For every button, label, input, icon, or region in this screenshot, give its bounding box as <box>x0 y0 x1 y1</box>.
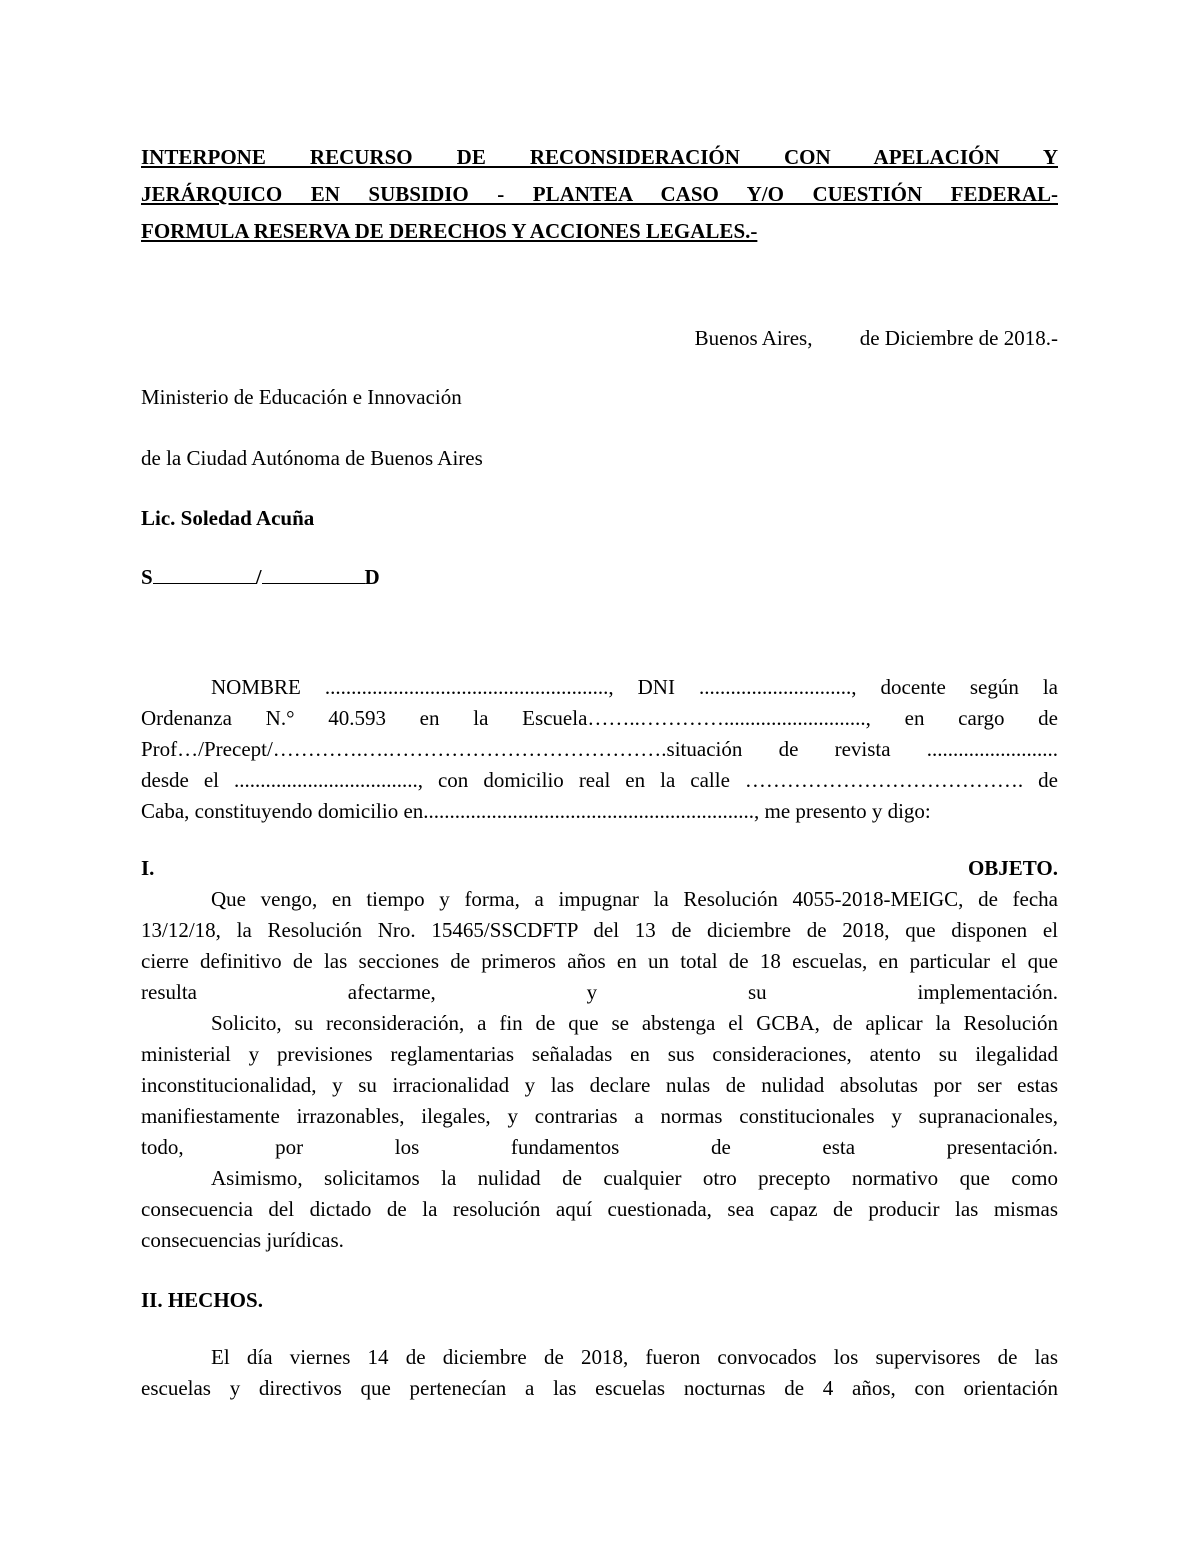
title-line-1: INTERPONE RECURSO DE RECONSIDERACIÓN CON APELACIÓN Y <box>141 145 1058 169</box>
s1-p1-line-1: Que vengo, en tiempo y forma, a impugnar la Resolución 4055-2018-MEIGC, de fecha <box>211 887 1058 911</box>
sd-slash: / <box>255 565 262 589</box>
s1-p3-line-1: Asimismo, solicitamos la nulidad de cualquier otro precepto normativo que como <box>211 1166 1058 1190</box>
s2-line-2: escuelas y directivos que pertenecían a las escuelas nocturnas de 4 años, con orientación <box>141 1376 1058 1400</box>
section-1-title: OBJETO. <box>967 856 1058 880</box>
title-line-3: FORMULA RESERVA DE DERECHOS Y ACCIONES LEGALES.- <box>141 219 758 243</box>
intro-line-4: desde el ..................................., con domicilio real en la calle …………………………………. de <box>141 768 1058 792</box>
section-1-heading <box>141 853 1058 884</box>
document-title <box>141 139 1058 250</box>
addressee-name: Lic. Soledad Acuña <box>141 506 315 530</box>
section-1-number: I. <box>141 856 155 880</box>
section-2-body <box>141 1342 1058 1404</box>
intro-paragraph <box>141 672 1058 827</box>
s2-line-1: El día viernes 14 de diciembre de 2018, fueron convocados los supervisores de las <box>211 1345 1058 1369</box>
salutation-sd <box>141 562 380 592</box>
s1-p2-line-5: todo, por los fundamentos de esta presentación. <box>141 1135 1058 1159</box>
s1-p1-line-2: 13/12/18, la Resolución Nro. 15465/SSCDFTP del 13 de diciembre de 2018, que disponen el <box>141 918 1058 942</box>
intro-line-2: Ordenanza N.° 40.593 en la Escuela……..…………..........................., en cargo de <box>141 706 1058 730</box>
addressee-city: de la Ciudad Autónoma de Buenos Aires <box>141 446 483 470</box>
s1-p2-line-4: manifiestamente irrazonables, ilegales, y contrarias a normas constitucionales y supranacionales, <box>141 1104 1058 1128</box>
addressee-ministry: Ministerio de Educación e Innovación <box>141 385 462 409</box>
s1-p2-line-1: Solicito, su reconsideración, a fin de que se abstenga el GCBA, de aplicar la Resolución <box>211 1011 1058 1035</box>
sd-underline-2 <box>262 563 365 584</box>
sd-s: S <box>141 565 153 589</box>
intro-line-1: NOMBRE ......................................................, DNI ............................., docente según la <box>211 675 1058 699</box>
s1-p1-line-4: resulta afectarme, y su implementación. <box>141 980 1058 1004</box>
section-1-body <box>141 884 1058 1256</box>
section-2-heading: II. HECHOS. <box>141 1288 263 1312</box>
title-line-2: JERÁRQUICO EN SUBSIDIO - PLANTEA CASO Y/O CUESTIÓN FEDERAL- <box>141 182 1058 206</box>
s1-p2-line-2: ministerial y previsiones reglamentarias señaladas en sus consideraciones, atento su ilegalidad <box>141 1042 1058 1066</box>
s1-p3-line-3: consecuencias jurídicas. <box>141 1228 344 1252</box>
s1-p1-line-3: cierre definitivo de las secciones de primeros años en un total de 18 escuelas, en particular el que <box>141 949 1058 973</box>
sd-d: D <box>364 565 380 589</box>
intro-line-3: Prof…/Precept/………….….………………………………….situación de revista ......................... <box>141 737 1058 761</box>
sd-underline-1 <box>153 563 256 584</box>
intro-line-5: Caba, constituyendo domicilio en..............................................................., me presento y digo: <box>141 799 931 823</box>
date-line: Buenos Aires, de Diciembre de 2018.- <box>694 326 1058 350</box>
s1-p2-line-3: inconstitucionalidad, y su irracionalidad y las declare nulas de nulidad absolutas por ser estas <box>141 1073 1058 1097</box>
s1-p3-line-2: consecuencia del dictado de la resolución aquí cuestionada, sea capaz de producir las mismas <box>141 1197 1058 1221</box>
